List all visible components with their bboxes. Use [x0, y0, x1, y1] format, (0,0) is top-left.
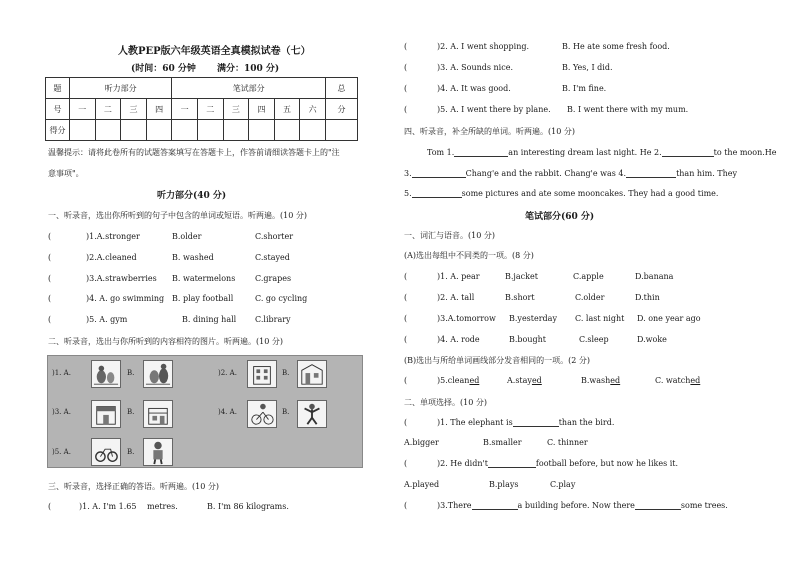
paren: ( — [404, 335, 408, 344]
cloze-text: Chang'e and the rabbit. Chang'e was 4. — [465, 169, 627, 178]
person-picture-icon[interactable] — [143, 438, 173, 466]
tip-line-1: 温馨提示：请将此卷所有的试题答案填写在答题卡上，作答前请细读答题卡上的"注 — [48, 148, 340, 157]
question-text — [437, 376, 479, 385]
table-cell: 二 — [197, 99, 223, 120]
score-input-cell[interactable] — [95, 120, 121, 141]
table-cell-written: 笔试部分 — [172, 78, 326, 99]
score-input-cell[interactable] — [274, 120, 300, 141]
paren: ( — [404, 84, 408, 93]
option-b[interactable]: B.bought — [509, 335, 546, 344]
score-table-row-numbers — [46, 99, 358, 120]
paren: ( — [404, 459, 408, 468]
table-cell: 六 — [300, 99, 326, 120]
exam-time: (时间：60 分钟 — [131, 64, 196, 74]
option-c[interactable]: C.sleep — [579, 335, 609, 344]
score-input-cell[interactable] — [223, 120, 249, 141]
option-c[interactable]: C. last night — [575, 314, 625, 323]
blank-4[interactable] — [626, 177, 676, 178]
option-b[interactable]: B. I'm 86 kilograms. — [207, 502, 289, 511]
question-text: )1. A. pear — [437, 272, 480, 281]
question-text: )1. A. I'm 1.65 — [79, 502, 137, 511]
paren: ( — [404, 293, 408, 302]
option-b[interactable]: B.jacket — [505, 272, 538, 281]
option-b[interactable]: B.smaller — [483, 438, 522, 447]
question-text: )3.There — [437, 501, 472, 510]
option-b[interactable] — [581, 376, 620, 385]
option-b[interactable]: B. watermelons — [172, 274, 236, 283]
option-c[interactable]: C.apple — [573, 272, 604, 281]
shop-picture-icon[interactable] — [91, 400, 121, 428]
paren: ( — [404, 376, 408, 385]
blank[interactable] — [513, 426, 559, 427]
option-b[interactable]: B.older — [172, 232, 202, 241]
partA-title: (A)选出每组中不同类的一项。(8 分) — [404, 251, 534, 260]
sport-picture-icon[interactable] — [297, 400, 327, 428]
word: B.wash — [581, 376, 611, 385]
cloze-text: 5. — [404, 189, 412, 198]
pic-label: )5. A. — [52, 448, 71, 456]
option-b[interactable]: B. I'm fine. — [562, 84, 607, 93]
word: )5.clean — [437, 376, 470, 385]
option-a[interactable]: A.bigger — [404, 438, 439, 447]
option-c[interactable]: C.library — [255, 315, 291, 324]
cloze-line-2 — [404, 169, 737, 178]
table-cell: 分 — [326, 99, 358, 120]
paren: ( — [48, 232, 52, 241]
building-picture-icon[interactable] — [247, 360, 277, 388]
option-d[interactable]: D.banana — [635, 272, 674, 281]
paren: ( — [404, 314, 408, 323]
question-text: )2. A. I went shopping. — [437, 42, 530, 51]
table-cell: 四 — [146, 99, 172, 120]
score-input-cell[interactable] — [172, 120, 198, 141]
cloze-line-1 — [427, 148, 776, 157]
question-text: )4. A. rode — [437, 335, 480, 344]
cloze-text: than him. They — [676, 169, 738, 178]
paren: ( — [48, 274, 52, 283]
question-text: a building before. Now there — [517, 501, 635, 510]
blank[interactable] — [488, 467, 536, 468]
score-table — [45, 77, 358, 141]
question-text: )2.A.cleaned — [86, 253, 137, 262]
cloze-text: an interesting dream last night. He 2. — [508, 148, 662, 157]
option-a[interactable]: A.played — [404, 480, 440, 489]
paren: ( — [404, 418, 408, 427]
question-text: )1.A.stronger — [86, 232, 140, 241]
option-c[interactable]: C.stayed — [255, 253, 290, 262]
pic-label: )1. A. — [52, 369, 71, 377]
sec1-title: 一、听录音，选出你所听到的句子中包含的单词或短语。听两遍。(10 分) — [48, 211, 307, 220]
option-c[interactable]: C.shorter — [255, 232, 294, 241]
option-c[interactable]: C.older — [575, 293, 605, 302]
option-c[interactable]: C. thinner — [547, 438, 588, 447]
pic-label: B. — [127, 448, 135, 456]
paren: ( — [404, 63, 408, 72]
option-d[interactable]: D.thin — [635, 293, 660, 302]
option-b[interactable]: B.yesterday — [509, 314, 557, 323]
cloze-text: 3. — [404, 169, 412, 178]
question-text: football before, but now he likes it. — [535, 459, 679, 468]
pic-label: B. — [127, 369, 135, 377]
question-text: )4. A. go swimming — [86, 294, 165, 303]
paren: ( — [48, 294, 52, 303]
blank-2[interactable] — [662, 156, 714, 157]
question-text: )3.A.strawberries — [86, 274, 157, 283]
picture-choices-image — [47, 355, 363, 468]
table-cell: 一 — [172, 99, 198, 120]
question-text: )3. A. Sounds nice. — [437, 63, 513, 72]
table-cell: 三 — [223, 99, 249, 120]
score-input-cell[interactable] — [146, 120, 172, 141]
table-cell: 题 — [46, 78, 70, 99]
table-cell-total: 总 — [326, 78, 358, 99]
question-text: )2. A. tall — [437, 293, 475, 302]
score-input-cell[interactable] — [70, 120, 96, 141]
blank[interactable] — [635, 509, 681, 510]
question-text: )2. He didn't — [437, 459, 488, 468]
cloze-line-3 — [404, 189, 718, 198]
written-header: 笔试部分(60 分) — [525, 212, 595, 222]
animals-picture-icon[interactable] — [143, 360, 173, 388]
part2-title: 二、单项选择。(10 分) — [404, 398, 487, 407]
pic-label: )2. A. — [218, 369, 237, 377]
pic-label: )4. A. — [218, 408, 237, 416]
option-c[interactable]: C. go cycling — [255, 294, 308, 303]
paren: ( — [48, 502, 52, 511]
option-b[interactable]: B. Yes, I did. — [562, 63, 613, 72]
right-column — [397, 0, 794, 562]
option-d[interactable]: D.woke — [637, 335, 667, 344]
blank[interactable] — [472, 509, 518, 510]
table-cell: 四 — [249, 99, 275, 120]
table-cell: 二 — [95, 99, 121, 120]
cloze-text: to the moon.He — [713, 148, 777, 157]
sec3-title: 三、听录音，选择正确的答语。听两遍。(10 分) — [48, 482, 219, 491]
question-text: )5. A. I went there by plane. — [437, 105, 551, 114]
word: C. watch — [655, 376, 691, 385]
option-c[interactable]: C.grapes — [255, 274, 292, 283]
question-text: some trees. — [680, 501, 728, 510]
exam-title: 人教PEP版六年级英语全真模拟试卷（七） — [118, 46, 311, 57]
blank-3[interactable] — [412, 177, 466, 178]
cycling-picture-icon[interactable] — [247, 400, 277, 428]
option-b[interactable]: B. He ate some fresh food. — [562, 42, 670, 51]
question-text: )3.A.tomorrow — [437, 314, 496, 323]
pic-label: B. — [282, 369, 290, 377]
question-text: )1. The elephant is — [437, 418, 513, 427]
paren: ( — [404, 105, 408, 114]
table-cell: 号 — [46, 99, 70, 120]
underlined-part: ed — [610, 376, 621, 385]
cloze-text: some pictures and ate some mooncakes. They had a good time. — [461, 189, 719, 198]
option-c[interactable]: C.play — [550, 480, 576, 489]
underlined-part: ed — [531, 376, 542, 385]
underlined-part: ed — [469, 376, 480, 385]
score-input-cell[interactable] — [121, 120, 147, 141]
option-b[interactable]: B. play football — [172, 294, 234, 303]
paren: ( — [404, 272, 408, 281]
option-b[interactable]: B. I went there with my mum. — [567, 105, 689, 114]
paren: ( — [48, 315, 52, 324]
score-input-cell[interactable] — [197, 120, 223, 141]
mc-question-2 — [437, 459, 678, 468]
sec4-title: 四、听录音，补全所缺的单词。听两遍。(10 分) — [404, 127, 575, 136]
bike-picture-icon[interactable] — [91, 438, 121, 466]
score-table-row-score — [46, 120, 358, 141]
score-input-cell[interactable] — [249, 120, 275, 141]
tip-line-2: 意事项"。 — [48, 169, 84, 178]
option-b[interactable]: B. dining hall — [182, 315, 237, 324]
sec2-title: 二、听录音，选出与你所听到的内容相符的图片。听两遍。(10 分) — [48, 337, 283, 346]
paren: ( — [48, 253, 52, 262]
score-input-cell[interactable] — [300, 120, 326, 141]
animals-picture-icon[interactable] — [91, 360, 121, 388]
score-table-row-header — [46, 78, 358, 99]
exam-full-score: 满分：100 分) — [217, 64, 280, 74]
word: A.stay — [507, 376, 532, 385]
table-cell: 五 — [274, 99, 300, 120]
listening-header: 听力部分(40 分) — [157, 191, 227, 201]
paren: ( — [404, 501, 408, 510]
pic-label: B. — [127, 408, 135, 416]
question-text: )5. A. gym — [86, 315, 128, 324]
blank-5[interactable] — [412, 197, 462, 198]
table-cell: 一 — [70, 99, 96, 120]
shop-picture-icon[interactable] — [143, 400, 173, 428]
option-c[interactable] — [655, 376, 700, 385]
question-text: than the bird. — [558, 418, 615, 427]
option-a[interactable] — [507, 376, 542, 385]
pic-label: )3. A. — [52, 408, 71, 416]
part1-title: 一、词汇与语音。(10 分) — [404, 231, 495, 240]
building-picture-icon[interactable] — [297, 360, 327, 388]
underlined-part: ed — [690, 376, 701, 385]
option-b[interactable]: B.plays — [489, 480, 519, 489]
table-cell: 得分 — [46, 120, 70, 141]
pic-label: B. — [282, 408, 290, 416]
option-d[interactable]: D. one year ago — [637, 314, 701, 323]
question-text: metres. — [147, 502, 178, 511]
question-text: )4. A. It was good. — [437, 84, 511, 93]
option-b[interactable]: B.short — [505, 293, 535, 302]
blank-1[interactable] — [454, 156, 508, 157]
paren: ( — [404, 42, 408, 51]
partB-title: (B)选出与所给单词画线部分发音相同的一项。(2 分) — [404, 356, 590, 365]
table-cell: 三 — [121, 99, 147, 120]
mc-question-3 — [437, 501, 728, 510]
mc-question-1 — [437, 418, 614, 427]
score-input-cell[interactable] — [326, 120, 358, 141]
option-b[interactable]: B. washed — [172, 253, 214, 262]
cloze-text: Tom 1. — [427, 148, 455, 157]
table-cell-listening: 听力部分 — [70, 78, 172, 99]
